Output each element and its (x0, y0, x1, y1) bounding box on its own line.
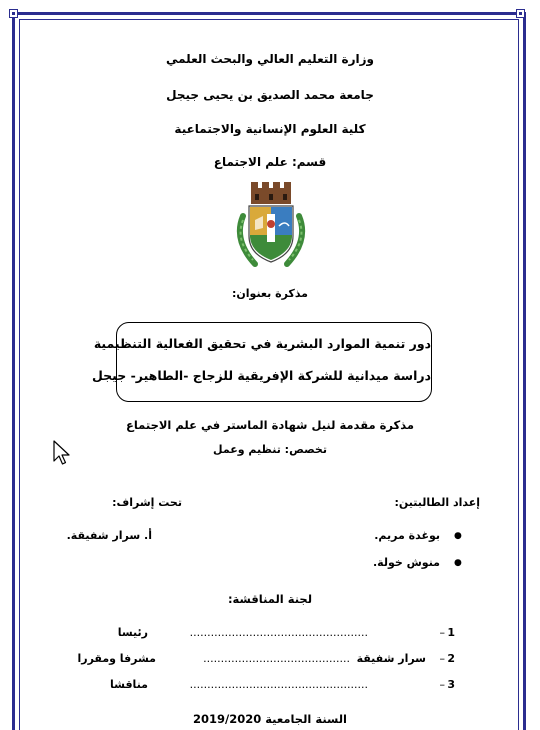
supervision-label: تحت إشراف: (112, 496, 182, 509)
bullet-icon: ● (454, 558, 462, 568)
committee-row-number: 1 (447, 626, 455, 639)
committee-row-dots: ................................................... (189, 626, 368, 639)
students-label: إعداد الطالبتين: (394, 496, 480, 509)
department-line: قسم: علم الاجتماع (213, 155, 327, 169)
bullet-icon: ● (454, 531, 462, 541)
committee-row-dash: – (439, 626, 445, 639)
committee-row-number: 2 (447, 652, 455, 665)
student-name-1: بوغدة مريم. (374, 529, 440, 542)
mouse-cursor-icon (52, 440, 72, 466)
title-line-1: دور تنمية الموارد البشرية في تحقيق الفعالية التنظيمية (93, 336, 431, 351)
committee-row-name: سرار شفيقة (356, 652, 426, 665)
university-line: جامعة محمد الصديق بن يحيى جيجل (166, 88, 374, 102)
title-line-2: دراسة ميدانية للشركة الإفريقية للزجاج -الطاهير- جيجل (91, 368, 431, 383)
committee-row-dash: – (439, 652, 445, 665)
student-name-2: منوش خولة. (372, 556, 440, 569)
committee-row-role: رئيسا (117, 626, 148, 639)
border-corner-ornament (516, 9, 525, 18)
committee-row-dots: ................................................... (189, 678, 368, 691)
academic-year: السنة الجامعية 2019/2020 (192, 712, 347, 726)
memo-label: مذكرة بعنوان: (231, 287, 308, 300)
supervisor-name: أ. سرار شفيقة. (66, 529, 152, 542)
ministry-line: وزارة التعليم العالي والبحث العلمي (165, 52, 375, 66)
border-corner-ornament (9, 9, 18, 18)
committee-row-number: 3 (447, 678, 455, 691)
university-emblem-icon (231, 180, 311, 270)
committee-row-role: مشرفا ومقررا (77, 652, 156, 665)
faculty-line: كلية العلوم الإنسانية والاجتماعية (174, 122, 366, 136)
degree-line: مذكرة مقدمة لنيل شهادة الماستر في علم الاجتماع (126, 418, 414, 432)
committee-row-dots: .......................................... (203, 652, 350, 665)
committee-row-role: مناقشا (110, 678, 148, 691)
committee-row-dash: – (439, 678, 445, 691)
committee-label: لجنة المناقشة: (227, 592, 313, 606)
specialty-line: تخصص: تنظيم وعمل (213, 443, 327, 456)
title-box (91, 322, 432, 402)
